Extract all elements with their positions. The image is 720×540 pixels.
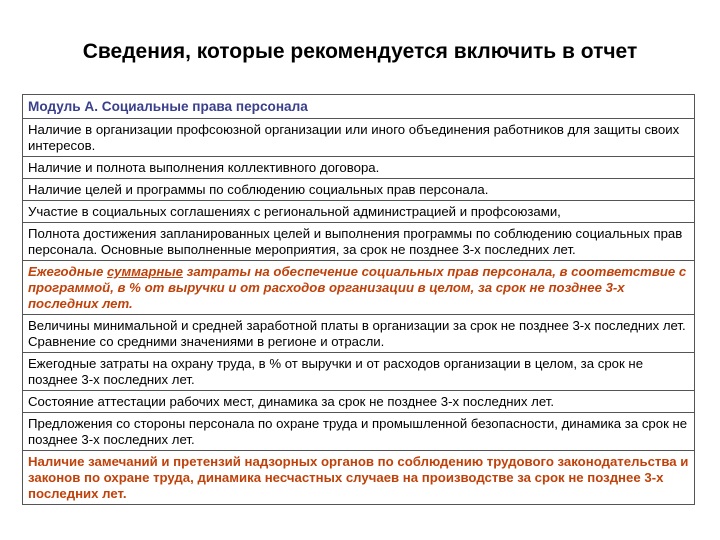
highlighted-row (23, 261, 694, 315)
table-row: Предложения со стороны персонала по охране труда и промышленной безопасности, динамика за срок не позднее 3-х последних лет. (23, 413, 694, 451)
table-row: Наличие целей и программы по соблюдению социальных прав персонала. (23, 179, 694, 201)
report-table (22, 94, 695, 505)
table-row: Ежегодные затраты на охрану труда, в % от выручки и от расходов организации в целом, за срок не позднее 3-х последних лет. (23, 353, 694, 391)
highlight-text-before: Ежегодные (28, 264, 107, 279)
table-row: Полнота достижения запланированных целей и выполнения программы по соблюдению социальных прав персонала. Основные выполненные мероприятия, за срок не позднее 3-х последних лет. (23, 223, 694, 261)
table-row: Наличие и полнота выполнения коллективного договора. (23, 157, 694, 179)
module-header: Модуль А. Социальные права персонала (23, 95, 694, 119)
table-row: Наличие в организации профсоюзной организации или иного объединения работников для защиты своих интересов. (23, 119, 694, 157)
highlight-text-underlined: суммарные (106, 264, 183, 279)
table-row: Участие в социальных соглашениях с региональной администрацией и профсоюзами, (23, 201, 694, 223)
table-row: Состояние аттестации рабочих мест, динамика за срок не позднее 3-х последних лет. (23, 391, 694, 413)
table-row: Величины минимальной и средней заработной платы в организации за срок не позднее 3-х последних лет. Сравнение со средними значениями в регионе и отрасли. (23, 315, 694, 353)
highlight-text-after: затраты на обеспечение социальных прав персонала, в соответствие с программой, в % от выручки и от расходов организации в целом, за срок не позднее 3-х последних лет. (28, 264, 687, 311)
table-row-highlighted: Наличие замечаний и претензий надзорных органов по соблюдению трудового законодательства и законов по охране труда, динамика несчастных случаев на производстве за срок не позднее 3-х последних лет. (23, 451, 694, 505)
page-title: Сведения, которые рекомендуется включить в отчет (82, 40, 638, 63)
